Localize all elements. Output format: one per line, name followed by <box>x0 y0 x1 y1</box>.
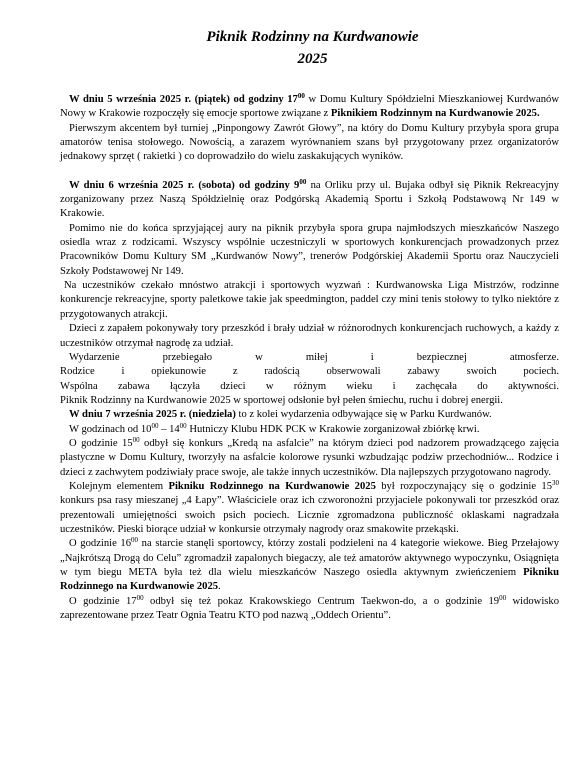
paragraph-day-3-intro <box>60 408 559 422</box>
sup-hour: 00 <box>499 593 507 602</box>
bold-date: W dniu 5 września 2025 r. (piątek) od godziny 17 <box>69 94 298 105</box>
sup-hour: 00 <box>299 177 307 186</box>
bold-event-name: Pikniku Rodzinnego na Kurdwanowie 2025 <box>60 567 559 593</box>
sup-hour: 00 <box>136 593 144 602</box>
paragraph-attractions: Na uczestników czekało mnóstwo atrakcji i sportowych wyzwań : Kurdwanowska Liga Mistrzów, rodzinne konkurencje rekreacyjne, sporty paletkowe takie jak speedmington, paddel czy mini tenis stołowy to tylko niektóre z przygotowanych atrakcji. <box>60 280 559 320</box>
paragraph-chalk-contest: O godzinie $15^{00}$ odbył się konkurs „Kredą na asfalcie” na którym dzieci pod nadzorem prowadzącego zajęcia plastyczne w Domu Kultury, tworzyły na asfalcie kolorowe rysunki wzbudzając podziw przechodniów... Rodzice i dzieci z zachwytem podziwiały prace swoje, ale także innych uczestników. Dla najlepszych przygotowano nagrody. <box>60 435 559 478</box>
paragraph-weather: Pomimo nie do końca sprzyjającej aury na piknik przybyła spora grupa najmłodszych mieszkańców Naszego osiedla wraz z rodzicami. Wszyscy wspólnie uczestniczyli w sportowych konkurencjach prowadzonych przez Pracowników Domu Kultury SM „Kurdwanów Nowy”, trenerów Podgórskiej Akademii Sportu oraz Nauczycieli Szkoły Podstawowej Nr 149. <box>60 222 559 277</box>
paragraph-atmosphere-line-2: Rodzice i opiekunowie z radością obserwowali zabawy swoich pociech. <box>60 366 559 378</box>
sup-hour: 00 <box>151 421 159 430</box>
paragraph-text: na Orliku przy ul. Bujaka odbył się Piknik Rekreacyjny zorganizowany przez Naszą Spółdzielnię oraz Podgórską Akademią Sportu i Szkołą Podstawową Nr 149 w Krakowie. <box>60 179 559 220</box>
paragraph-blood-drive: W godzinach od $10^{00} - 14^{00}$ Hutniczy Klubu HDK PCK w Krakowie zorganizował zbiórkę krwi. <box>69 421 480 435</box>
sup-hour: 00 <box>297 92 305 100</box>
paragraph-obstacles: Dzieci z zapałem pokonywały tory przeszkód i brały udział w różnorodnych konkurencjach ruchowych, a każdy z uczestników otrzymał nagrodę za udział. <box>60 323 559 349</box>
document-year: 2025 <box>297 51 328 67</box>
bold-event-name: Pikniku Rodzinnego na Kurdwanowie 2025 <box>168 480 376 492</box>
paragraph-atmosphere-line-3: Wspólna zabawa łączyła dzieci w różnym wieku i zachęcała do aktywności. <box>60 380 559 392</box>
paragraph-dog-contest: Kolejnym elementem Pikniku Rodzinnego na Kurdwanowie 2025 był rozpoczynający się o godzinie $15^{30}$ konkurs psa rasy mieszanej „4 Łapy”. Właściciele oraz ich czworonożni przyjaciele pokonywali tor przeszkód oraz prezentowali umiejętności swoich psich pociech. Licznie zgromadzona publiczność oklaskami nagradzała uczestników. Pieski biorące udział w konkursie otrzymały nagrody oraz smakowite przekąski. <box>60 478 560 535</box>
paragraph-shows: O godzinie $17^{00}$ odbył się też pokaz Krakowskiego Centrum Taekwon-do, a o godzinie $19^{00}$ widowisko zaprezentowane przez Teatr Ognia Teatru KTO pod nazwą „Oddech Orientu”. <box>60 593 559 622</box>
document-title: Piknik Rodzinny na Kurdwanowie <box>206 29 419 45</box>
paragraph-cross-run: O godzinie $16^{00}$ na starcie stanęli sportowcy, którzy zostali podzieleni na 4 kategorie wiekowe. Bieg Przełajowy „Najkrótszą Drogą do Celu” zgromadził zapalonych biegaczy, ale też amatorów aktywnego wypoczynku, Osiągnięta w tym biegu META była też dla wielu mieszkańców Naszego osiedla aktywnym zwieńczeniem Pikniku Rodzinnego na Kurdwanowie 2025. <box>60 536 559 593</box>
sup-hour: 00 <box>131 536 139 545</box>
paragraph-atmosphere-line-4: Piknik Rodzinny na Kurdwanowie 2025 w sportowej odsłonie był pełen śmiechu, ruchu i dobrej energii. <box>60 394 503 406</box>
bold-date: W dniu 6 września 2025 r. (sobota) od godziny 9 <box>69 179 300 191</box>
paragraph-day-2-intro <box>60 179 559 222</box>
bold-event-name: Piknikiem Rodzinnym na Kurdwanowie 2025. <box>330 108 540 120</box>
bold-date: W dniu 7 września 2025 r. (niedziela) <box>69 409 236 421</box>
paragraph-text: w Domu Kultury Spółdzielni Mieszkaniowej Kurdwanów Nowy w Krakowie rozpoczęły się emocje sportowe związane z <box>60 94 559 120</box>
sup-hour: 30 <box>552 478 560 487</box>
sup-hour: 00 <box>132 435 140 444</box>
sup-hour: 00 <box>179 421 187 430</box>
paragraph-text: to z kolei wydarzenia odbywające się w Parku Kurdwanów. <box>235 409 492 421</box>
paragraph-day-1-intro <box>60 93 559 122</box>
paragraph-table-tennis: Pierwszym akcentem był turniej „Pinpongowy Zawrót Głowy”, na który do Domu Kultury przybyła spora grupa amatorów tenisa stołowego. Nowością, a zarazem wyrównaniem szans był przygotowany przez organizatorów jednakowy sprzęt ( rakietki ) co doprowadziło do wielu zaskakujących wyników. <box>60 122 559 163</box>
paragraph-atmosphere-line-1: Wydarzenie przebiegało w miłej i bezpiecznej atmosferze. <box>69 351 559 363</box>
